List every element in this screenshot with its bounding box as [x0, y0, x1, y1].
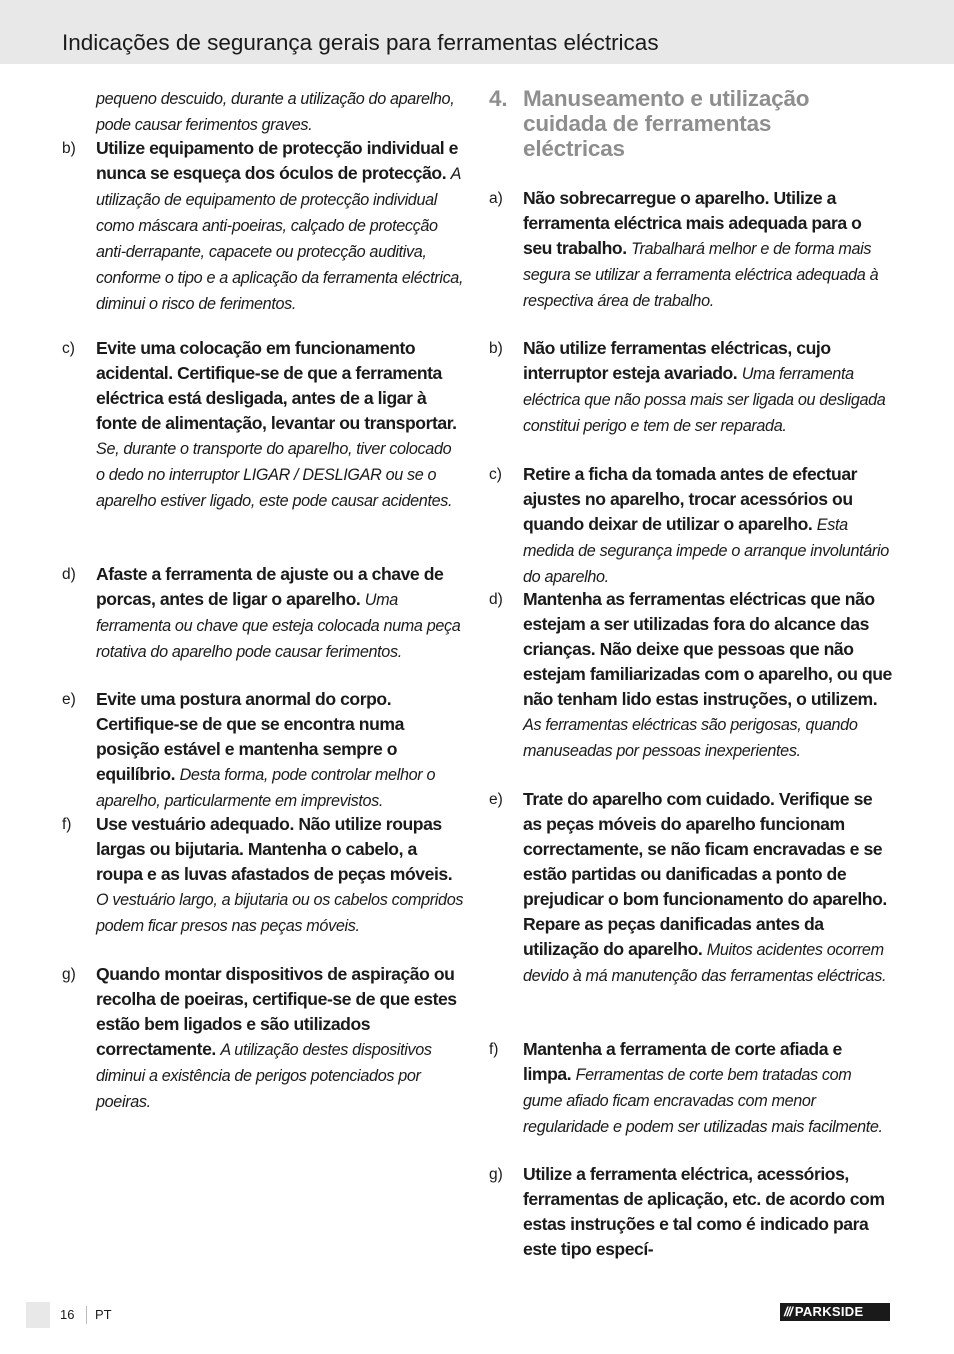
list-item-d — [62, 562, 464, 665]
list-item-instruction: Trate do aparelho com cuidado. Verifique se as peças móveis do aparelho funcionam correctamente, se não ficam encravadas e se estão partidas ou danificadas a ponto de prejudicar o bom funcionamento do aparelho. Repare as peças danificadas antes da utilização do aparelho. — [523, 789, 887, 959]
logo-text: PARKSIDE — [794, 1304, 864, 1319]
list-item-label: b) — [489, 340, 503, 357]
list-item-instruction: Utilize a ferramenta eléctrica, acessórios, ferramentas de aplicação, etc. de acordo com estas instruções e tal como é indicado para este tipo especí- — [523, 1164, 885, 1259]
section-heading — [489, 86, 869, 161]
list-item-label: g) — [62, 966, 76, 983]
logo-stripes: /// — [784, 1304, 792, 1319]
header-band — [0, 0, 954, 64]
parkside-logo — [780, 1303, 890, 1321]
list-item-label: e) — [62, 691, 76, 708]
list-item-explanation: O vestuário largo, a bijutaria ou os cabelos compridos podem ficar presos nas peças móveis. — [96, 891, 464, 935]
language-code: PT — [95, 1307, 112, 1322]
list-item-instruction: Não utilize ferramentas eléctricas, cujo interruptor esteja avariado. — [523, 338, 831, 383]
list-item-label: d) — [489, 591, 503, 608]
list-item-instruction: Mantenha as ferramentas eléctricas que não estejam a ser utilizadas fora do alcance das crianças. Não deixe que pessoas que não estejam familiarizadas com o aparelho, ou que não tenham lido estas instruções, o utilizem. — [523, 589, 892, 709]
list-item-instruction: Evite uma colocação em funcionamento acidental. Certifique-se de que a ferramenta eléctrica está desligada, antes de a ligar à fonte de alimentação, levantar ou transportar. — [96, 338, 457, 433]
list-item-e — [62, 687, 464, 814]
list-item-instruction: Não sobrecarregue o aparelho. Utilize a ferramenta eléctrica mais adequada para o seu trabalho. — [523, 188, 862, 258]
footer-page-marker — [26, 1302, 50, 1328]
footer-divider — [86, 1306, 87, 1324]
list-item-explanation: Trabalhará melhor e de forma mais segura se utilizar a ferramenta eléctrica adequada à respectiva área de trabalho. — [523, 240, 879, 310]
list-item-b — [62, 136, 464, 317]
list-item-explanation: Se, durante o transporte do aparelho, tiver colocado o dedo no interruptor LIGAR / DESLIGAR ou se o aparelho estiver ligado, este pode causar acidentes. — [96, 440, 453, 510]
list-item-instruction: Use vestuário adequado. Não utilize roupas largas ou bijutaria. Mantenha o cabelo, a roupa e as luvas afastados de peças móveis. — [96, 814, 453, 884]
list-item-d — [489, 587, 893, 764]
list-item-label: g) — [489, 1166, 503, 1183]
intro-text: pequeno descuido, durante a utilização do aparelho, pode causar ferimentos graves. — [96, 90, 455, 134]
list-item-g — [62, 962, 464, 1115]
section-number: 4. — [489, 86, 508, 111]
list-item-label: c) — [62, 340, 75, 357]
list-item-explanation: Uma ferramenta ou chave que esteja colocada numa peça rotativa do aparelho pode causar ferimentos. — [96, 591, 461, 661]
page-number: 16 — [60, 1307, 75, 1322]
list-item-c — [489, 462, 893, 590]
list-item-instruction: Mantenha a ferramenta de corte afiada e limpa. — [523, 1039, 842, 1084]
list-item-explanation: As ferramentas eléctricas são perigosas, quando manuseadas por pessoas inexperientes. — [523, 716, 858, 760]
list-item-explanation: Muitos acidentes ocorrem devido à má manutenção das ferramentas eléctricas. — [523, 941, 887, 985]
list-item-explanation: Uma ferramenta eléctrica que não possa mais ser ligada ou desligada constitui perigo e tem de ser reparada. — [523, 365, 886, 435]
intro-paragraph — [62, 86, 464, 138]
list-item-instruction: Retire a ficha da tomada antes de efectuar ajustes no aparelho, trocar acessórios ou quando deixar de utilizar o aparelho. — [523, 464, 858, 534]
list-item-label: f) — [62, 816, 72, 833]
list-item-label: a) — [489, 190, 503, 207]
list-item-explanation: A utilização destes dispositivos diminui a existência de perigos potenciados por poeiras. — [96, 1041, 432, 1111]
list-item-f — [62, 812, 464, 939]
section-title: Manuseamento e utilização cuidada de ferramentas eléctricas — [523, 86, 810, 161]
list-item-explanation: A utilização de equipamento de protecção individual como máscara anti-poeiras, calçado de protecção anti-derrapante, capacete ou protecção auditiva, conforme o tipo e a aplicação da ferramenta eléctrica, diminui o risco de ferimentos. — [96, 165, 464, 313]
list-item-instruction: Utilize equipamento de protecção individual e nunca se esqueça dos óculos de protecção. — [96, 138, 458, 183]
list-item-explanation: Desta forma, pode controlar melhor o aparelho, particularmente em imprevistos. — [96, 766, 436, 810]
list-item-e — [489, 787, 893, 989]
list-item-label: d) — [62, 566, 76, 583]
list-item-label: f) — [489, 1041, 499, 1058]
list-item-label: b) — [62, 140, 76, 157]
list-item-c — [62, 336, 464, 514]
list-item-explanation: Ferramentas de corte bem tratadas com gume afiado ficam encravadas com menor regularidade e podem ser utilizadas mais facilmente. — [523, 1066, 883, 1136]
page-title: Indicações de segurança gerais para ferramentas eléctricas — [62, 30, 659, 55]
list-item-label: e) — [489, 791, 503, 808]
list-item-g — [489, 1162, 893, 1263]
list-item-f — [489, 1037, 893, 1140]
list-item-instruction: Quando montar dispositivos de aspiração ou recolha de poeiras, certifique-se de que estes estão bem ligados e são utilizados correctamente. — [96, 964, 457, 1059]
list-item-instruction: Afaste a ferramenta de ajuste ou a chave de porcas, antes de ligar o aparelho. — [96, 564, 444, 609]
list-item-instruction: Evite uma postura anormal do corpo. Certifique-se de que se encontra numa posição estável e mantenha sempre o equilíbrio. — [96, 689, 404, 784]
list-item-a — [489, 186, 893, 314]
list-item-b — [489, 336, 893, 439]
list-item-label: c) — [489, 466, 502, 483]
list-item-explanation: Esta medida de segurança impede o arranque involuntário do aparelho. — [523, 516, 889, 586]
